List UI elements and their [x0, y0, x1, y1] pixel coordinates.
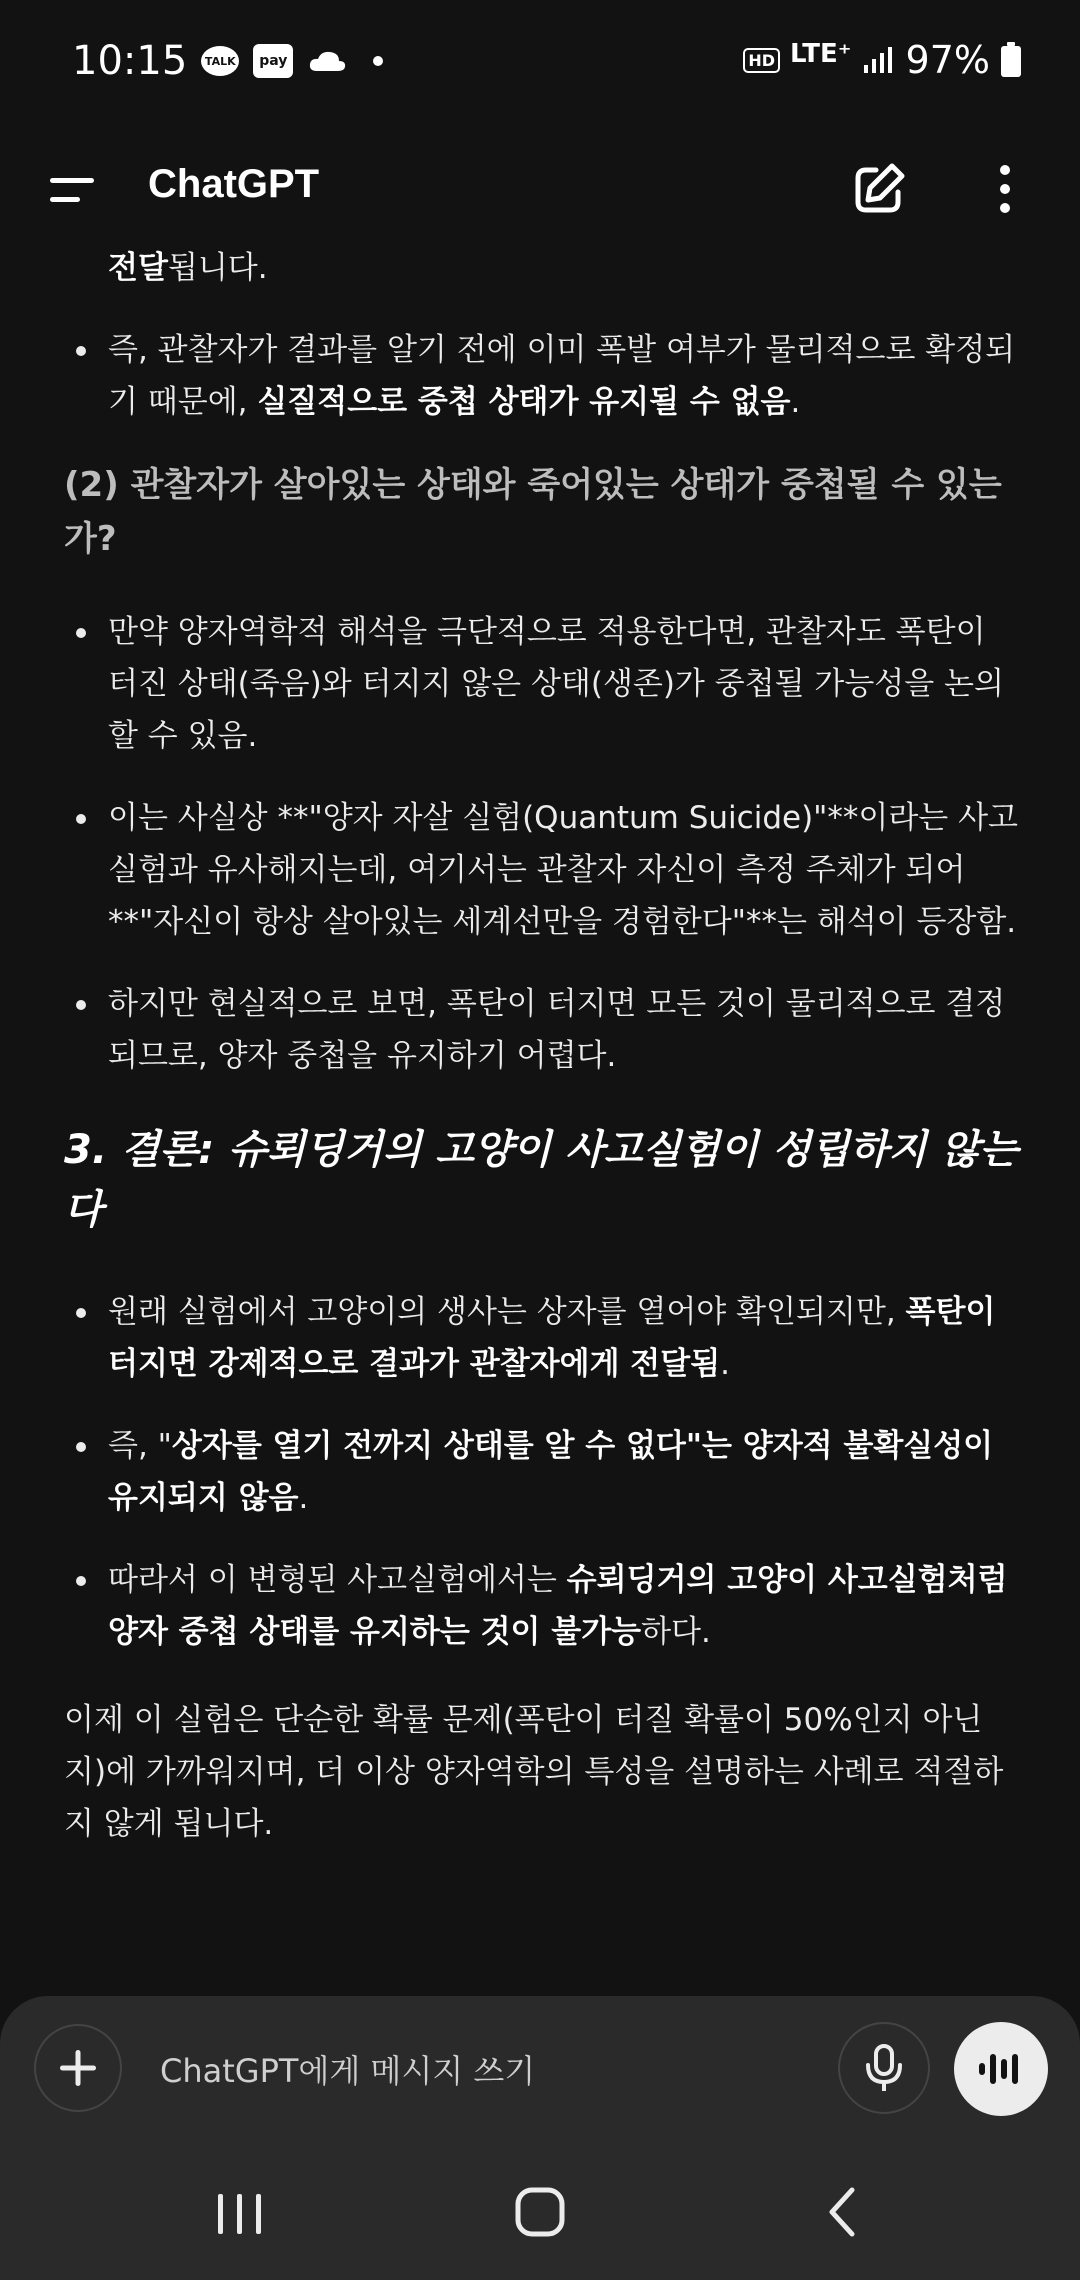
more-options-icon[interactable] [980, 156, 1030, 222]
battery-percent: 97% [905, 38, 990, 82]
list-item: 만약 양자역학적 해석을 극단적으로 적용한다면, 관찰자도 폭탄이 터진 상태(죽음)와 터지지 않은 상태(생존)가 중첩될 가능성을 논의할 수 있음. [0, 606, 1080, 762]
battery-icon [1000, 42, 1022, 78]
list-item [0, 1420, 1080, 1524]
network-type: LTE⁺ [790, 39, 852, 69]
dictation-button[interactable] [838, 2022, 930, 2114]
voice-mode-button[interactable] [954, 2022, 1048, 2116]
section-subheading: (2) 관찰자가 살아있는 상태와 죽어있는 상태가 중첩될 수 있는가? [64, 465, 1002, 559]
text: . [298, 1480, 309, 1516]
text: 하다. [641, 1614, 711, 1650]
status-right [743, 38, 1022, 82]
text: 원래 실험에서 고양이의 생사는 상자를 열어야 확인되지만, [108, 1294, 906, 1330]
bold-text: 폭탄이 터지면 강제적으로 결과가 관찰자에게 전달됨 [108, 1294, 996, 1382]
app-title[interactable]: ChatGPT [148, 162, 320, 206]
waveform-icon [976, 2049, 1026, 2089]
add-attachment-button[interactable] [34, 2024, 122, 2112]
bold-text: 전달 [108, 250, 168, 286]
app-bar [0, 126, 1080, 250]
menu-icon[interactable] [42, 170, 102, 210]
assistant-message [0, 220, 1080, 1850]
text: 됩니다. [167, 250, 268, 286]
microphone-icon [862, 2043, 906, 2093]
status-time: 10:15 [72, 38, 188, 84]
list-item [0, 324, 1080, 428]
text: 따라서 이 변형된 사고실험에서는 [108, 1562, 567, 1598]
back-icon [818, 2182, 868, 2242]
text: 즉, " [108, 1428, 172, 1464]
signal-icon [862, 45, 896, 75]
plus-icon [56, 2046, 100, 2090]
list-item [0, 1554, 1080, 1658]
list-item: 하지만 현실적으로 보면, 폭탄이 터지면 모든 것이 물리적으로 결정되므로, 양자 중첩을 유지하기 어렵다. [0, 978, 1080, 1082]
talk-notification-icon: TALK [201, 46, 239, 76]
closing-paragraph: 이제 이 실험은 단순한 확률 문제(폭탄이 터질 확률이 50%인지 아닌지)에 가까워지며, 더 이상 양자역학의 특성을 설명하는 사례로 적절하지 않게 됩니다. [64, 1702, 1004, 1842]
home-icon [510, 2182, 570, 2242]
bold-text: 슈뢰딩거의 고양이 사고실험처럼 양자 중첩 상태를 유지하는 것이 불가능 [108, 1562, 1008, 1650]
list-item: 이는 사실상 **"양자 자살 실험(Quantum Suicide)"**이라는 사고실험과 유사해지는데, 여기서는 관찰자 자신이 측정 주체가 되어 **"자신이 항상 살아있는 세계선만을 경험한다"**는 해석이 등장함. [0, 792, 1080, 948]
list-item [0, 1286, 1080, 1390]
back-button[interactable] [818, 2182, 868, 2242]
kakao-pay-icon: pay [253, 44, 293, 78]
text: . [790, 384, 801, 420]
hd-voice-icon: HD [743, 48, 780, 73]
cloud-icon [307, 49, 347, 73]
text: . [720, 1346, 731, 1382]
status-bar [0, 0, 1080, 126]
section-heading: 3. 결론: 슈뢰딩거의 고양이 사고실험이 성립하지 않는다 [64, 1127, 1019, 1233]
recents-icon [210, 2192, 270, 2236]
chat-message-area[interactable] [0, 250, 1080, 1996]
new-chat-edit-icon[interactable] [846, 156, 912, 222]
bold-text: 상자를 열기 전까지 상태를 알 수 없다"는 양자적 불확실성이 유지되지 않음 [108, 1428, 994, 1516]
message-input[interactable]: ChatGPT에게 메시지 쓰기 [160, 2052, 536, 2090]
text: 즉, 관찰자가 결과를 알기 전에 이미 폭발 여부가 물리적으로 확정되기 때문에, [108, 332, 1016, 420]
composer-panel [0, 1996, 1080, 2280]
dot-icon [373, 56, 383, 66]
status-left [72, 38, 383, 84]
home-button[interactable] [510, 2182, 570, 2242]
bold-text: 실질적으로 중첩 상태가 유지될 수 없음 [257, 384, 791, 420]
recent-apps-button[interactable] [210, 2192, 270, 2236]
